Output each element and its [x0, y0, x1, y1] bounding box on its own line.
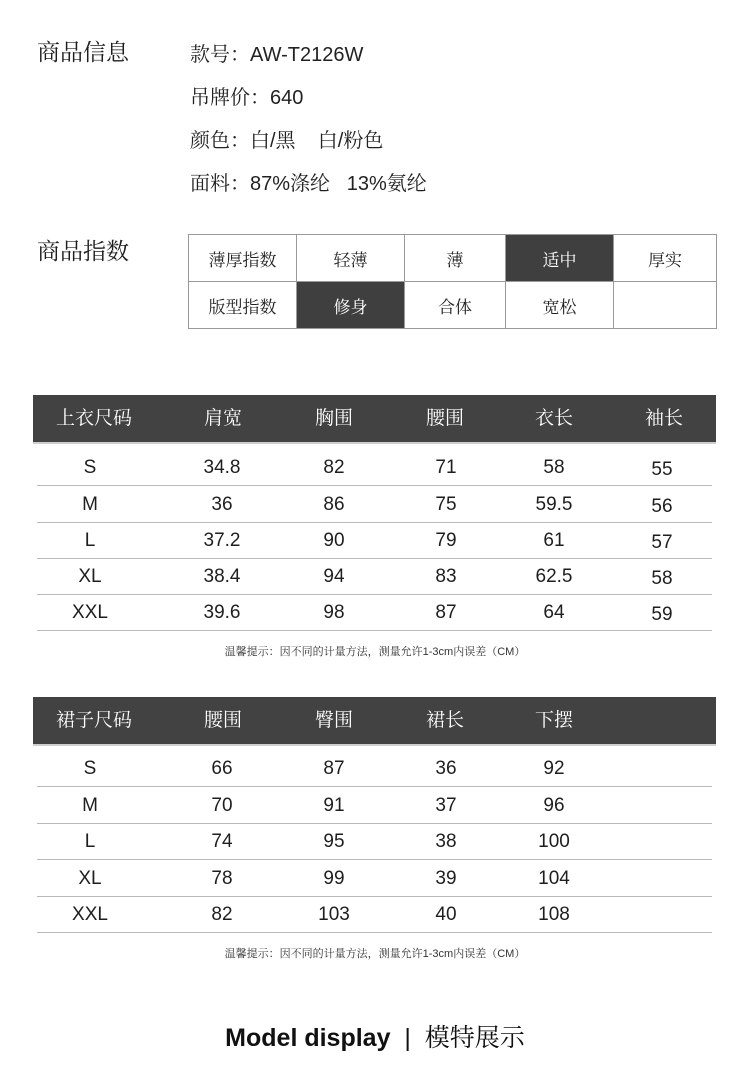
- header-shadow-line: [33, 442, 716, 444]
- size-cell: M: [82, 494, 98, 515]
- hem-cell: 100: [538, 831, 570, 852]
- waist-cell: 71: [435, 457, 457, 478]
- length-cell: 64: [543, 602, 565, 623]
- length-cell: 62.5: [535, 566, 573, 587]
- table-row: [37, 594, 712, 631]
- thickness-index-label: 薄厚指数: [189, 235, 297, 282]
- shoulder-cell: 36: [211, 494, 233, 515]
- hip-cell: 87: [323, 758, 345, 779]
- size-cell: L: [84, 831, 96, 852]
- measurement-note: 温馨提示：因不同的计量方法，测量允许1-3cm内误差（CM）: [224, 948, 526, 960]
- hem-cell: 92: [543, 758, 565, 779]
- table-row: [37, 486, 712, 523]
- top-header-chest: 胸围: [314, 408, 353, 429]
- waist-cell: 66: [211, 758, 233, 779]
- hip-cell: 103: [318, 904, 350, 925]
- header-shadow-line: [33, 744, 716, 746]
- size-cell: XL: [78, 868, 102, 889]
- skirt-header-size: 裙子尺码: [55, 710, 132, 731]
- fit-option: 宽松: [506, 282, 614, 329]
- waist-cell: 79: [435, 530, 457, 551]
- model-display-title: [0, 1018, 750, 1054]
- waist-cell: 82: [211, 904, 233, 925]
- size-cell: XL: [78, 566, 102, 587]
- thickness-option-selected: 适中: [506, 235, 614, 282]
- thickness-option: 厚实: [614, 235, 717, 282]
- length-cell: 61: [543, 530, 565, 551]
- title-separator: |: [404, 1024, 411, 1052]
- shoulder-cell: 34.8: [203, 457, 241, 478]
- size-cell: L: [84, 530, 96, 551]
- size-cell: S: [83, 457, 97, 478]
- top-header-sleeve: 袖长: [644, 408, 683, 429]
- chest-cell: 90: [323, 530, 345, 551]
- fit-index-row: [189, 282, 717, 329]
- thickness-option: 薄: [405, 235, 506, 282]
- length-cell: 38: [435, 831, 457, 852]
- table-row: [37, 558, 712, 595]
- skirt-header-waist: 腰围: [203, 710, 242, 731]
- sleeve-cell: 56: [651, 496, 673, 517]
- fit-index-label: 版型指数: [189, 282, 297, 329]
- sleeve-cell: 57: [651, 532, 673, 553]
- waist-cell: 75: [435, 494, 457, 515]
- size-cell: XXL: [72, 904, 108, 925]
- product-info-title: 商品信息: [37, 39, 129, 65]
- length-cell: 40: [435, 904, 457, 925]
- style-number: 款号：AW-T2126W: [190, 44, 364, 66]
- hip-cell: 91: [323, 795, 345, 816]
- hip-cell: 95: [323, 831, 345, 852]
- waist-cell: 83: [435, 566, 457, 587]
- waist-cell: 78: [211, 868, 233, 889]
- model-display-en: Model display: [225, 1024, 391, 1052]
- hip-cell: 99: [323, 868, 345, 889]
- measurement-note: 温馨提示：因不同的计量方法，测量允许1-3cm内误差（CM）: [224, 646, 526, 658]
- length-cell: 39: [435, 868, 457, 889]
- skirt-size-header: [33, 697, 716, 744]
- fit-option: 合体: [405, 282, 506, 329]
- waist-cell: 70: [211, 795, 233, 816]
- fabric: 面料：87%涤纶 13%氨纶: [190, 173, 427, 195]
- product-index-title: 商品指数: [37, 238, 129, 264]
- fit-option-selected: 修身: [297, 282, 405, 329]
- thickness-index-row: [189, 235, 717, 282]
- skirt-header-hip: 臀围: [314, 710, 353, 731]
- chest-cell: 86: [323, 494, 345, 515]
- length-cell: 58: [543, 457, 565, 478]
- tag-price: 吊牌价：640: [190, 87, 304, 109]
- chest-cell: 98: [323, 602, 345, 623]
- length-cell: 36: [435, 758, 457, 779]
- hem-cell: 108: [538, 904, 570, 925]
- chest-cell: 82: [323, 457, 345, 478]
- shoulder-cell: 38.4: [203, 566, 241, 587]
- hem-cell: 96: [543, 795, 565, 816]
- table-row: [37, 896, 712, 933]
- shoulder-cell: 37.2: [203, 530, 241, 551]
- length-cell: 37: [435, 795, 457, 816]
- hem-cell: 104: [538, 868, 570, 889]
- waist-cell: 87: [435, 602, 457, 623]
- thickness-option: 轻薄: [297, 235, 405, 282]
- top-size-header: [33, 395, 716, 442]
- sleeve-cell: 58: [651, 568, 673, 589]
- product-index-grid: [188, 234, 717, 329]
- top-header-length: 衣长: [534, 408, 573, 429]
- top-header-waist: 腰围: [425, 408, 464, 429]
- sleeve-cell: 55: [651, 459, 673, 480]
- model-display-cn: 模特展示: [424, 1024, 525, 1052]
- table-row: [37, 787, 712, 824]
- skirt-header-length: 裙长: [425, 710, 464, 731]
- size-cell: S: [83, 758, 97, 779]
- waist-cell: 74: [211, 831, 233, 852]
- length-cell: 59.5: [535, 494, 573, 515]
- sleeve-cell: 59: [651, 604, 673, 625]
- colors: 颜色：白/黑 白/粉色: [190, 130, 384, 152]
- table-row: [37, 449, 712, 486]
- fit-option-empty: [614, 282, 717, 329]
- table-row: [37, 522, 712, 559]
- table-row: [37, 750, 712, 787]
- top-header-size: 上衣尺码: [55, 408, 132, 429]
- shoulder-cell: 39.6: [203, 602, 241, 623]
- size-cell: M: [82, 795, 98, 816]
- table-row: [37, 823, 712, 860]
- skirt-header-hem: 下摆: [534, 710, 573, 731]
- chest-cell: 94: [323, 566, 345, 587]
- table-row: [37, 860, 712, 897]
- top-header-shoulder: 肩宽: [203, 408, 242, 429]
- size-cell: XXL: [72, 602, 108, 623]
